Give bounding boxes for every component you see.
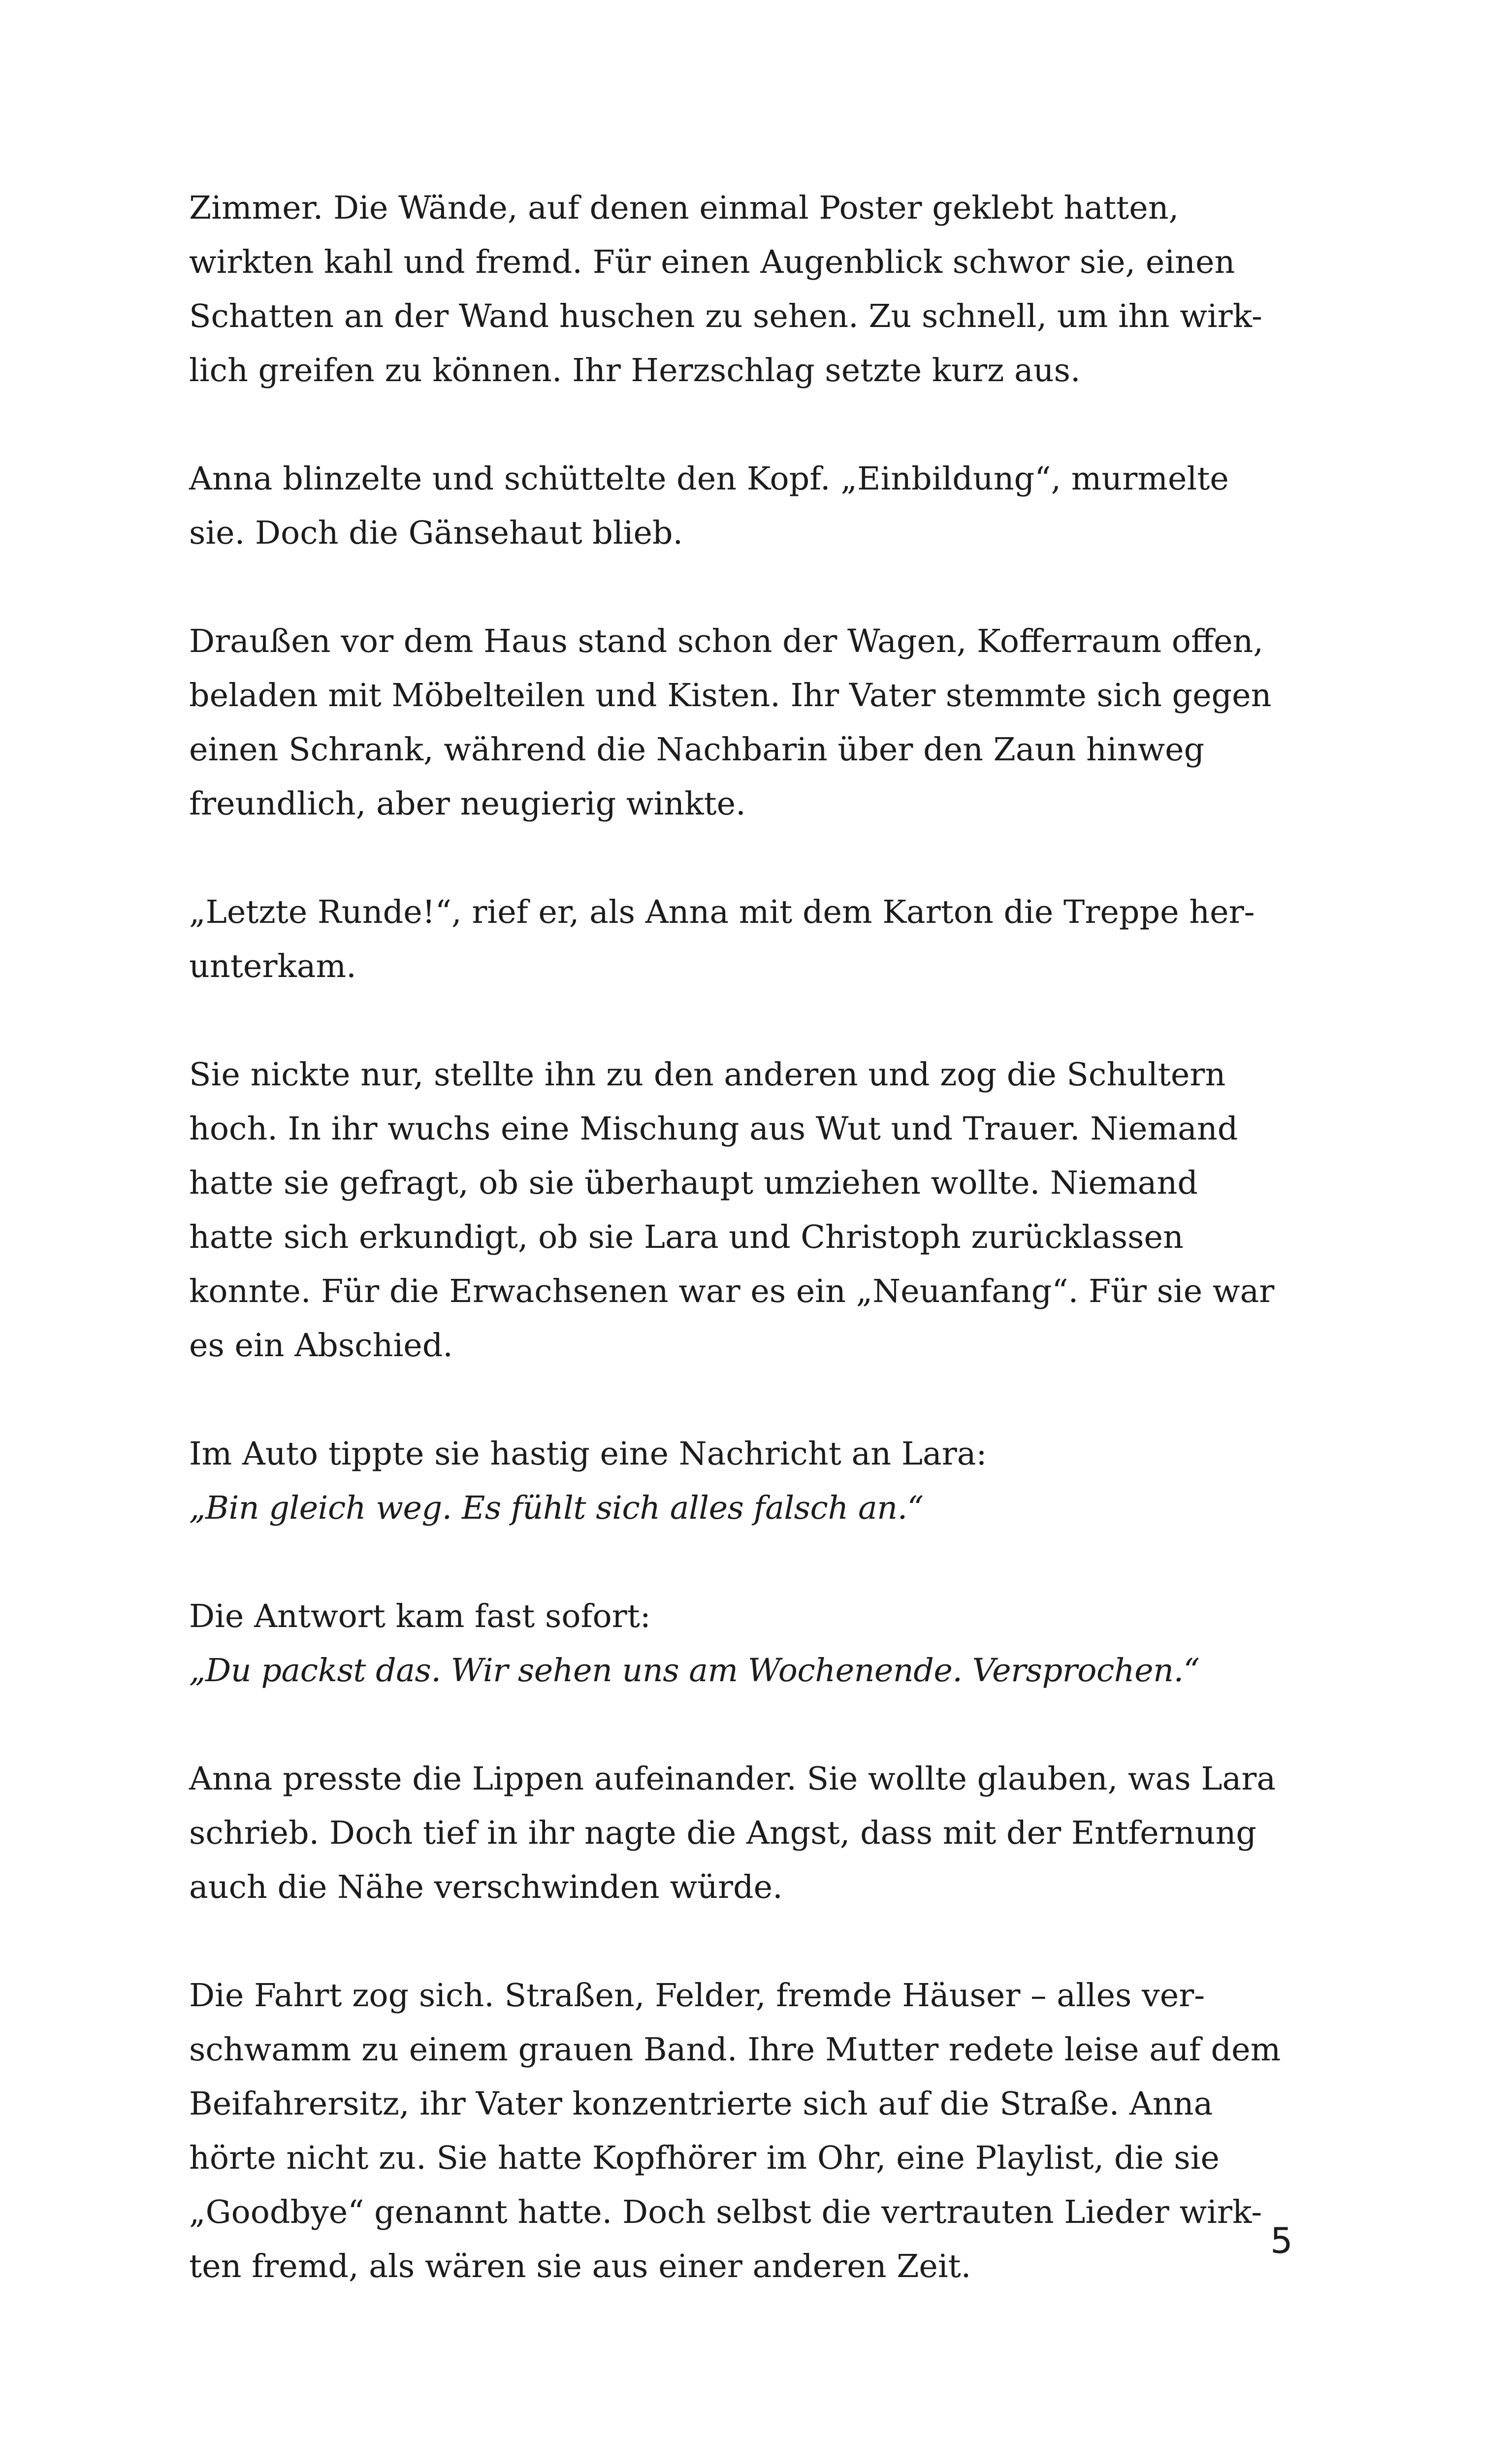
text-line: Die Fahrt zog sich. Straßen, Felder, fremde Häuser – alles ver- [189,1977,1205,2014]
text-line: Zimmer. Die Wände, auf denen einmal Poster geklebt hatten, [189,190,1179,227]
paragraph-1 [189,181,1339,398]
text-line: hatte sich erkundigt, ob sie Lara und Christoph zurücklassen [189,1219,1184,1256]
text-line: schwamm zu einem grauen Band. Ihre Mutter redete leise auf dem [189,2031,1281,2068]
text-line: Beifahrersitz, ihr Vater konzentrierte sich auf die Straße. Anna [189,2085,1213,2122]
paragraph-8 [189,1752,1339,1915]
text-line: Schatten an der Wand huschen zu sehen. Zu schnell, um ihn wirk- [189,298,1262,335]
text-line: „Goodbye“ genannt hatte. Doch selbst die vertrauten Lieder wirk- [189,2194,1262,2231]
page-body [189,181,1339,2348]
text-line: ten fremd, als wären sie aus einer anderen Zeit. [189,2248,971,2285]
text-line: sie. Doch die Gänsehaut blieb. [189,515,683,552]
paragraph-6 [189,1427,1339,1535]
text-line: hörte nicht zu. Sie hatte Kopfhörer im Ohr, eine Playlist, die sie [189,2140,1220,2177]
text-line: auch die Nähe verschwinden würde. [189,1869,783,1906]
text-line: hoch. In ihr wuchs eine Mischung aus Wut und Trauer. Niemand [189,1110,1238,1147]
text-line: Draußen vor dem Haus stand schon der Wagen, Kofferraum offen, [189,623,1264,660]
text-line: einen Schrank, während die Nachbarin über den Zaun hinweg [189,731,1205,768]
text-line: Anna presste die Lippen aufeinander. Sie wollte glauben, was Lara [189,1760,1276,1797]
text-line: „Letzte Runde!“, rief er, als Anna mit dem Karton die Treppe her- [189,894,1255,931]
paragraph-2 [189,452,1339,560]
paragraph-5 [189,1048,1339,1373]
text-line: schrieb. Doch tief in ihr nagte die Angst, dass mit der Entfernung [189,1815,1257,1852]
text-line: unterkam. [189,948,356,985]
paragraph-7 [189,1590,1339,1698]
text-line: freundlich, aber neugierig winkte. [189,785,746,822]
text-line: Anna blinzelte und schüttelte den Kopf. „Einbildung“, murmelte [189,460,1229,497]
text-line: hatte sie gefragt, ob sie überhaupt umziehen wollte. Niemand [189,1165,1198,1202]
text-message-quote: „Du packst das. Wir sehen uns am Wochenende. Versprochen.“ [189,1652,1200,1689]
text-line: beladen mit Möbelteilen und Kisten. Ihr Vater stemmte sich gegen [189,677,1272,714]
paragraph-3 [189,615,1339,831]
text-line: konnte. Für die Erwachsenen war es ein „Neuanfang“. Für sie war [189,1273,1275,1310]
text-line: wirkten kahl und fremd. Für einen Augenblick schwor sie, einen [189,244,1235,281]
paragraph-9 [189,1969,1339,2294]
text-line: Sie nickte nur, stellte ihn zu den anderen und zog die Schultern [189,1056,1226,1093]
text-line: es ein Abschied. [189,1327,453,1364]
text-message-quote: „Bin gleich weg. Es fühlt sich alles falsch an.“ [189,1490,924,1527]
page-number: 5 [1270,2220,1293,2261]
text-line: Die Antwort kam fast sofort: [189,1598,651,1635]
paragraph-4 [189,885,1339,994]
text-line: lich greifen zu können. Ihr Herzschlag setzte kurz aus. [189,352,1081,389]
text-line: Im Auto tippte sie hastig eine Nachricht an Lara: [189,1435,987,1472]
